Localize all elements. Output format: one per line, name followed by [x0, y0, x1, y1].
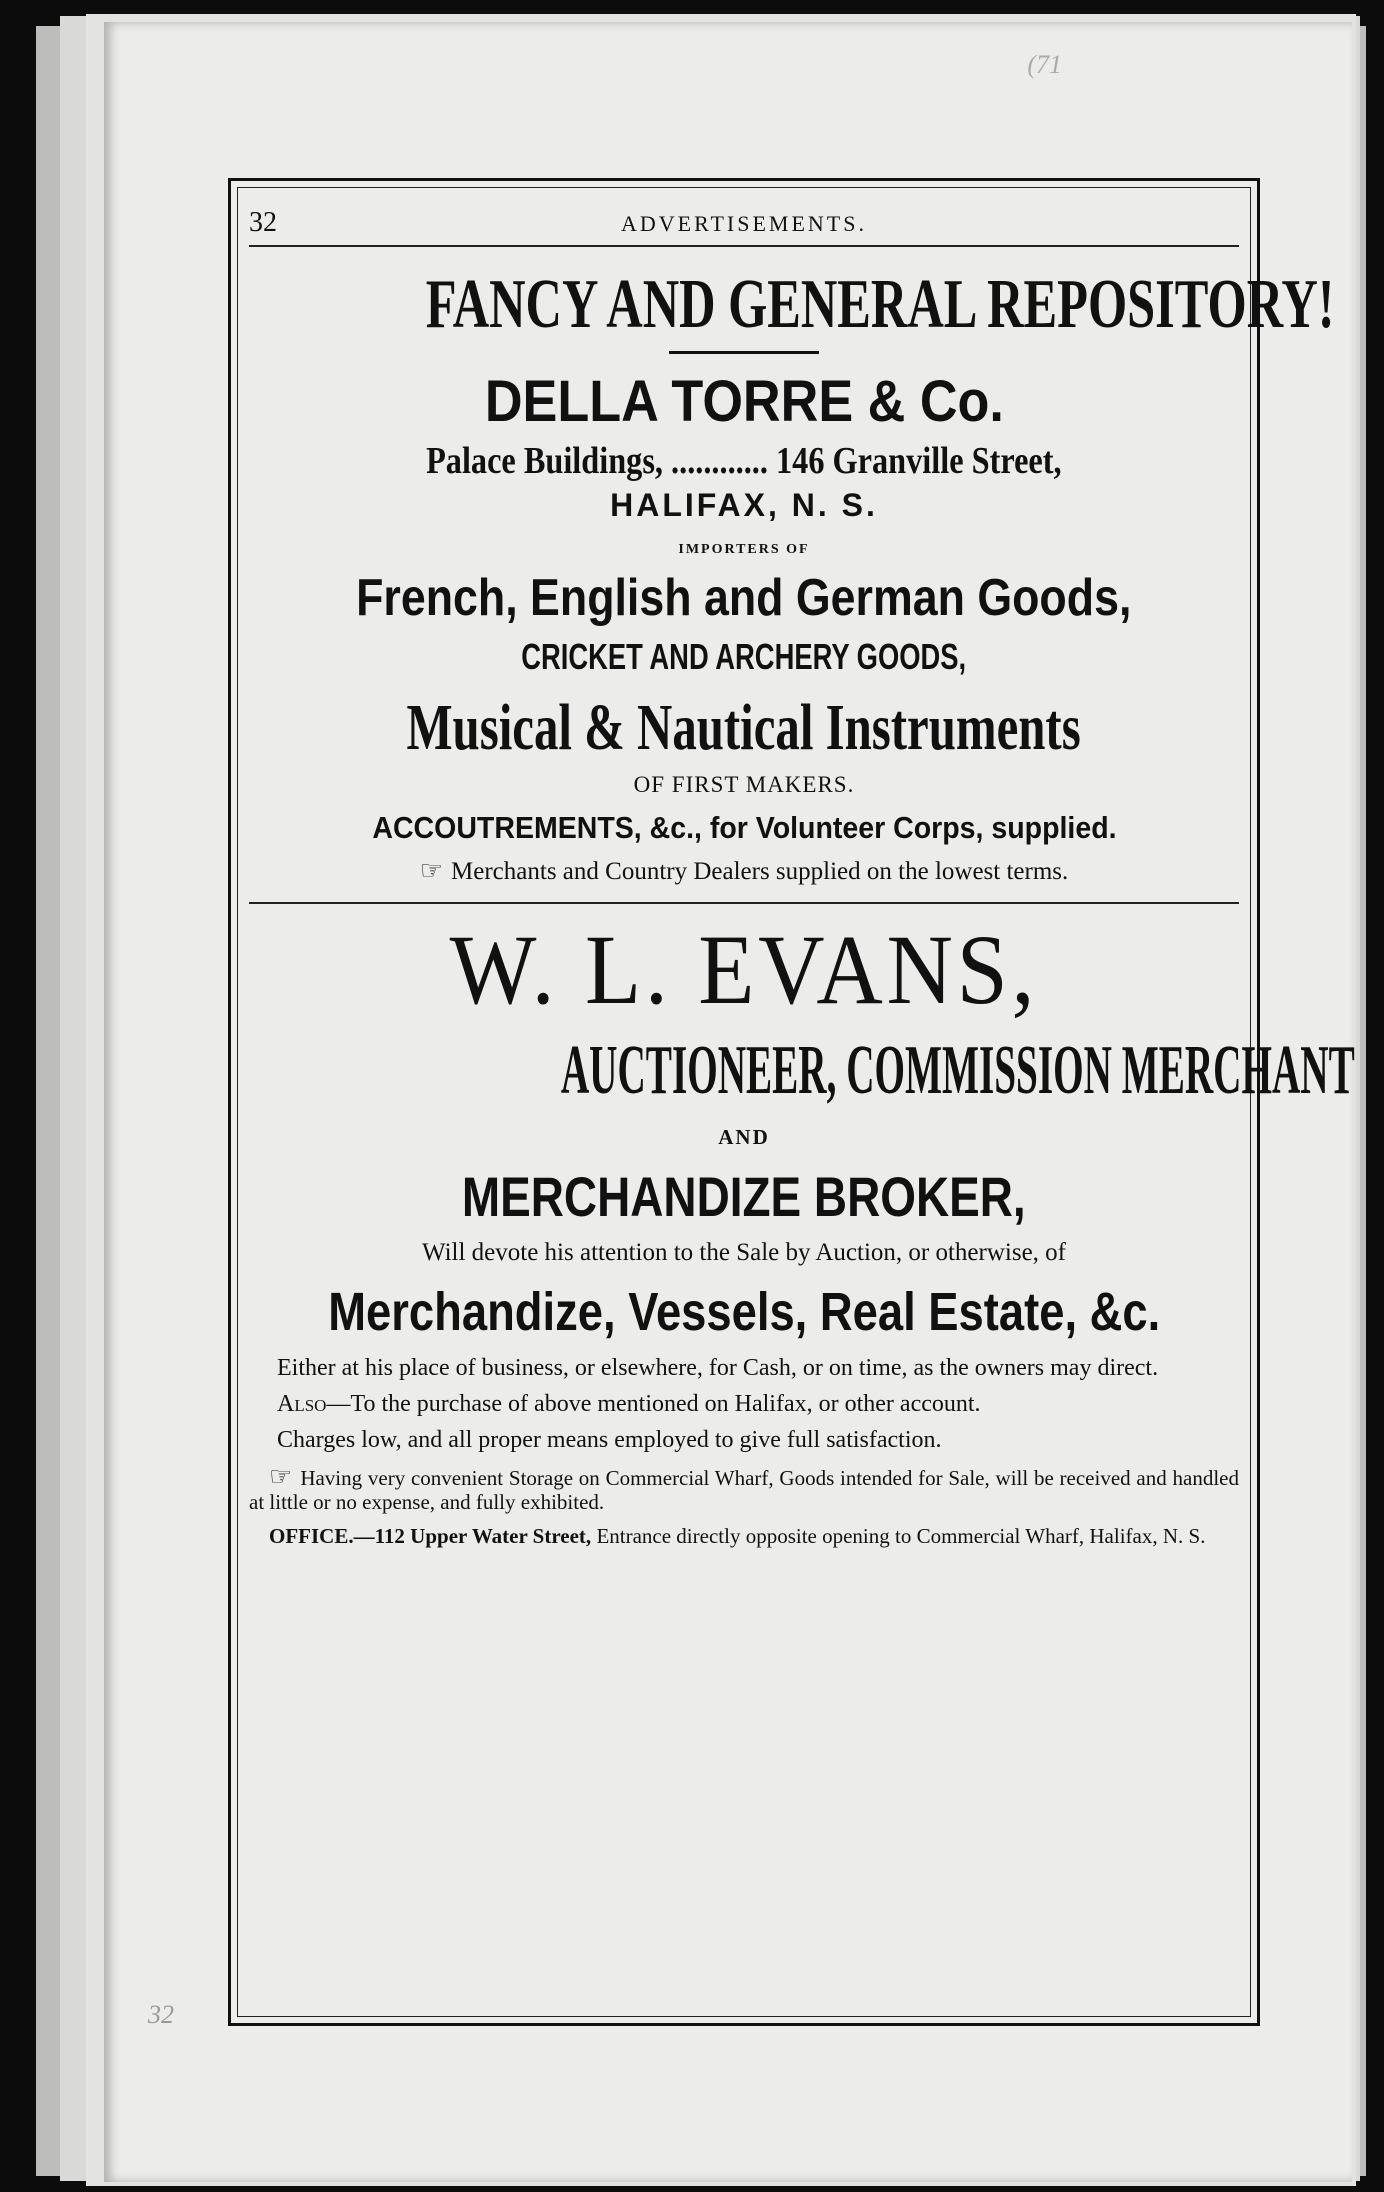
ad2-paragraph-terms: Either at his place of business, or elsewhere, for Cash, or on time, as the owners may direct. [277, 1355, 1159, 1381]
pointing-hand-icon: ☞ [419, 856, 444, 885]
ad1-accoutrements: ACCOUTREMENTS, &c., for Volunteer Corps, supplied. [371, 810, 1117, 845]
ad1-cricket: CRICKET AND ARCHERY GOODS, [521, 636, 967, 677]
ad2-paragraph-storage: ☞ Having very convenient Storage on Commercial Wharf, Goods intended for Sale, will be received and handled at little or no expense, and fully exhibited. [249, 1462, 1239, 1514]
section-divider [249, 902, 1239, 904]
ad1-headline: FANCY AND GENERAL REPOSITORY! [425, 266, 1335, 343]
ad2-broker: MERCHANDIZE BROKER, [462, 1165, 1026, 1228]
ad2-office: OFFICE.—112 Upper Water Street, Entrance directly opposite opening to Commercial Wharf, Halifax, N. S. [269, 1524, 1206, 1548]
ad2-name: W. L. EVANS, [449, 914, 1039, 1025]
pointing-hand-icon: ☞ [269, 1462, 293, 1491]
ad1-goods: French, English and German Goods, [356, 569, 1132, 627]
page-title: ADVERTISEMENTS. [621, 211, 867, 236]
ad1-instruments: Musical & Nautical Instruments [406, 691, 1082, 764]
ad2-role: AUCTIONEER, COMMISSION MERCHANT [560, 1032, 1355, 1109]
ad2-attention: Will devote his attention to the Sale by Auction, or otherwise, of [421, 1239, 1066, 1266]
corner-page-mark: 32 [148, 2000, 174, 2029]
address-street: 146 Granville Street, [776, 440, 1062, 482]
running-header [249, 201, 1239, 247]
address-leader: ............ [671, 440, 769, 482]
ad2-paragraph-charges: Charges low, and all proper means employed to give full satisfaction. [277, 1427, 942, 1453]
address-building: Palace Buildings, [426, 440, 664, 482]
ad1-importers: IMPORTERS OF [678, 542, 810, 557]
page-number: 32 [249, 207, 277, 238]
short-rule [669, 351, 819, 354]
office-address: OFFICE.—112 Upper Water Street, [269, 1524, 592, 1548]
ad1-merchants-note: ☞ Merchants and Country Dealers supplied on the lowest terms. [419, 856, 1069, 885]
ad1-city: HALIFAX, N. S. [610, 487, 878, 523]
ad1-company: DELLA TORRE & Co. [484, 369, 1004, 434]
ad2-paragraph-also: Also—To the purchase of above mentioned on Halifax, or other account. [277, 1391, 981, 1417]
advertisement-content [249, 201, 1355, 2003]
ad2-and: AND [718, 1125, 770, 1149]
ad2-items: Merchandize, Vessels, Real Estate, &c. [328, 1282, 1161, 1342]
pencil-annotation: (71 [1027, 50, 1062, 79]
advertisement-frame [228, 178, 1355, 2026]
ad1-makers: OF FIRST MAKERS. [633, 772, 855, 797]
ad1-address [249, 439, 1239, 483]
